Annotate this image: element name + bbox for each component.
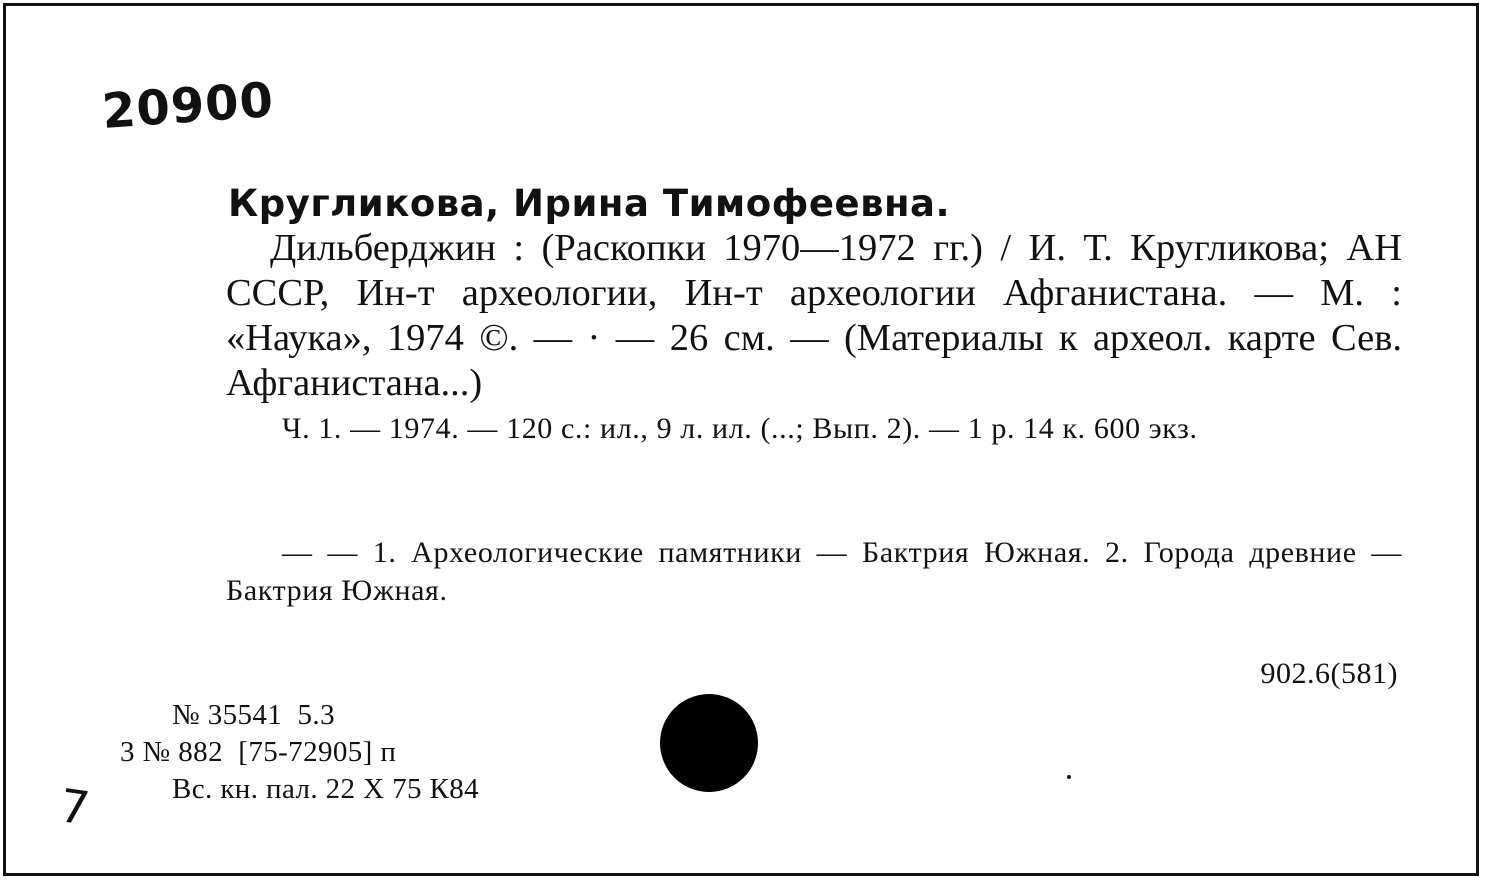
accession-line-1: № 35541 5.3 [172, 699, 335, 731]
accession-info [120, 697, 479, 808]
classification-code: 902.6(581) [1260, 657, 1398, 690]
author-heading: Кругликова, Ирина Тимофеевна. [228, 182, 951, 225]
part-info: Ч. 1. — 1974. — 120 с.: ил., 9 л. ил. (...; Вып. 2). — 1 р. 14 к. 600 экз. [282, 412, 1198, 445]
subject-headings: — — 1. Археологические памятники — Бактрия Южная. 2. Города древние — Бактрия Южная. [226, 536, 1402, 607]
accession-line-3: Вс. кн. пал. 22 X 75 К84 [172, 773, 480, 805]
bibliographic-description: Дильберджин : (Раскопки 1970—1972 гг.) / И. Т. Кругликова; АН СССР, Ин-т археологии, Ин-т археологии Афганистана. — М. : «Наука», 1974 ©. — · — 26 см. — (Материалы к археол. карте Сев. Афганистана...) [226, 227, 1402, 404]
ink-dot [1067, 775, 1071, 779]
accession-line-2: 3 № 882 [75-72905] п [120, 736, 397, 768]
corner-handwritten-mark: 7 [56, 778, 93, 836]
handwritten-number: 20900 [100, 72, 276, 140]
punch-hole [660, 694, 758, 792]
